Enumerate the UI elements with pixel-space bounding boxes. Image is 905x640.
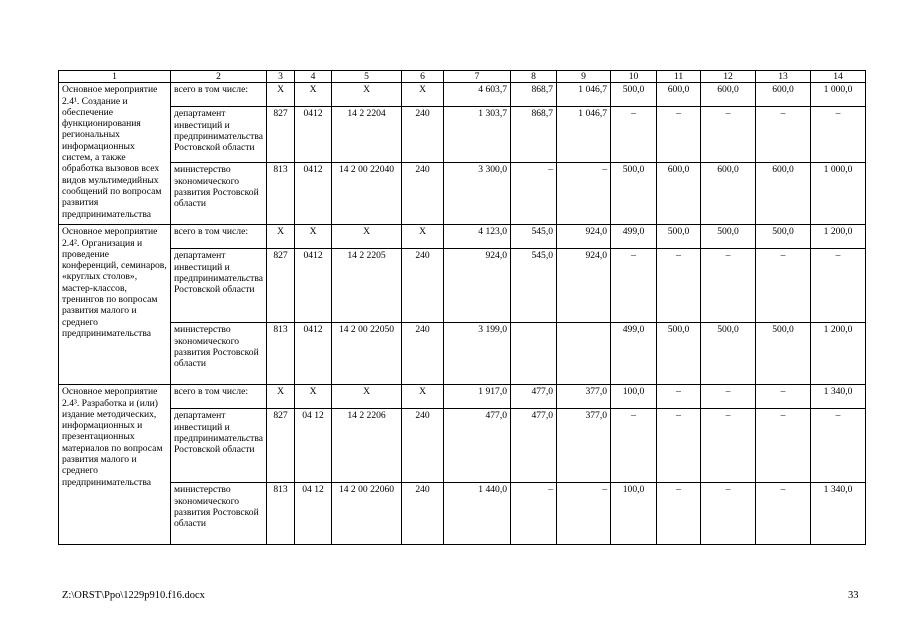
amount-cell: 924,0 — [557, 225, 611, 249]
amount-cell: – — [557, 163, 611, 225]
vr-cell: 240 — [402, 249, 444, 323]
amount-cell: 477,0 — [511, 385, 557, 409]
amount-cell: – — [611, 249, 657, 323]
amount-cell: 1 440,0 — [444, 483, 511, 545]
amount-cell: 3 300,0 — [444, 163, 511, 225]
header-cell: 5 — [332, 71, 402, 83]
amount-cell: 477,0 — [511, 409, 557, 483]
header-cell: 10 — [611, 71, 657, 83]
amount-cell: 100,0 — [611, 483, 657, 545]
amount-cell: – — [756, 385, 811, 409]
amount-cell: 1 046,7 — [557, 83, 611, 107]
amount-cell: 1 917,0 — [444, 385, 511, 409]
amount-cell: 1 200,0 — [811, 225, 866, 249]
header-cell: 11 — [657, 71, 701, 83]
vr-cell: Х — [402, 83, 444, 107]
grbs-cell: 813 — [267, 323, 295, 385]
amount-cell: 1 340,0 — [811, 385, 866, 409]
amount-cell: 100,0 — [611, 385, 657, 409]
amount-cell: – — [811, 249, 866, 323]
csr-cell: 14 2 00 22040 — [332, 163, 402, 225]
table-row — [59, 323, 866, 385]
csr-cell: Х — [332, 385, 402, 409]
rzpr-cell: 04 12 — [295, 483, 332, 545]
amount-cell: 600,0 — [756, 83, 811, 107]
header-cell: 4 — [295, 71, 332, 83]
vr-cell: 240 — [402, 483, 444, 545]
amount-cell: – — [657, 107, 701, 163]
header-cell: 9 — [557, 71, 611, 83]
amount-cell: – — [701, 483, 756, 545]
budget-table — [58, 70, 866, 545]
executor-cell: министерство экономического развития Ростовской области — [171, 323, 267, 385]
amount-cell: 1 303,7 — [444, 107, 511, 163]
rzpr-cell: Х — [295, 83, 332, 107]
event-name-cell: Основное мероприятие 2.4³. Разработка и (или) издание методических, информационных и презентационных материалов по вопросам развития малого и среднего предпринимательства — [59, 385, 171, 545]
rzpr-cell: 0412 — [295, 249, 332, 323]
page-number: 33 — [848, 590, 859, 601]
vr-cell: Х — [402, 385, 444, 409]
grbs-cell: 827 — [267, 409, 295, 483]
table-row — [59, 385, 866, 409]
amount-cell: – — [657, 249, 701, 323]
amount-cell: 924,0 — [444, 249, 511, 323]
amount-cell: – — [811, 409, 866, 483]
vr-cell: Х — [402, 225, 444, 249]
table-row — [59, 163, 866, 225]
table-row — [59, 83, 866, 107]
amount-cell: 499,0 — [611, 323, 657, 385]
amount-cell: 868,7 — [511, 83, 557, 107]
executor-cell: всего в том числе: — [171, 385, 267, 409]
csr-cell: 14 2 2204 — [332, 107, 402, 163]
vr-cell: 240 — [402, 323, 444, 385]
amount-cell: – — [811, 107, 866, 163]
table-row — [59, 483, 866, 545]
amount-cell: 545,0 — [511, 225, 557, 249]
executor-cell: всего в том числе: — [171, 225, 267, 249]
vr-cell: 240 — [402, 409, 444, 483]
amount-cell: 924,0 — [557, 249, 611, 323]
grbs-cell: Х — [267, 385, 295, 409]
table-row — [59, 409, 866, 483]
grbs-cell: 827 — [267, 249, 295, 323]
amount-cell: 500,0 — [611, 163, 657, 225]
amount-cell: 500,0 — [611, 83, 657, 107]
grbs-cell: 813 — [267, 483, 295, 545]
amount-cell: 1 200,0 — [811, 323, 866, 385]
amount-cell: 377,0 — [557, 409, 611, 483]
amount-cell: – — [701, 249, 756, 323]
vr-cell: 240 — [402, 107, 444, 163]
header-cell: 1 — [59, 71, 171, 83]
header-cell: 2 — [171, 71, 267, 83]
executor-cell: министерство экономического развития Ростовской области — [171, 163, 267, 225]
csr-cell: 14 2 00 22050 — [332, 323, 402, 385]
csr-cell: 14 2 2205 — [332, 249, 402, 323]
amount-cell: – — [701, 409, 756, 483]
amount-cell: 500,0 — [756, 323, 811, 385]
amount-cell: 4 123,0 — [444, 225, 511, 249]
amount-cell: 500,0 — [701, 323, 756, 385]
rzpr-cell: 0412 — [295, 163, 332, 225]
grbs-cell: 827 — [267, 107, 295, 163]
rzpr-cell: Х — [295, 225, 332, 249]
amount-cell: – — [701, 107, 756, 163]
amount-cell: – — [756, 483, 811, 545]
header-cell: 8 — [511, 71, 557, 83]
amount-cell: 499,0 — [611, 225, 657, 249]
amount-cell: 600,0 — [701, 163, 756, 225]
amount-cell: – — [511, 163, 557, 225]
amount-cell: 3 199,0 — [444, 323, 511, 385]
header-row — [59, 71, 866, 83]
amount-cell: 377,0 — [557, 385, 611, 409]
table-row — [59, 225, 866, 249]
grbs-cell: 813 — [267, 163, 295, 225]
amount-cell: 868,7 — [511, 107, 557, 163]
amount-cell: 500,0 — [756, 225, 811, 249]
csr-cell: Х — [332, 225, 402, 249]
table-row — [59, 249, 866, 323]
rzpr-cell: 04 12 — [295, 409, 332, 483]
amount-cell: 4 603,7 — [444, 83, 511, 107]
amount-cell: – — [756, 409, 811, 483]
amount-cell: 1 340,0 — [811, 483, 866, 545]
csr-cell: 14 2 2206 — [332, 409, 402, 483]
executor-cell: всего в том числе: — [171, 83, 267, 107]
rzpr-cell: 0412 — [295, 107, 332, 163]
amount-cell: 500,0 — [701, 225, 756, 249]
header-cell: 12 — [701, 71, 756, 83]
rzpr-cell: 0412 — [295, 323, 332, 385]
amount-cell: 545,0 — [511, 249, 557, 323]
amount-cell: 1 046,7 — [557, 107, 611, 163]
header-cell: 6 — [402, 71, 444, 83]
grbs-cell: Х — [267, 225, 295, 249]
amount-cell: – — [611, 409, 657, 483]
amount-cell: 500,0 — [657, 323, 701, 385]
amount-cell: – — [657, 483, 701, 545]
csr-cell: 14 2 00 22060 — [332, 483, 402, 545]
header-cell: 7 — [444, 71, 511, 83]
vr-cell: 240 — [402, 163, 444, 225]
executor-cell: департамент инвестиций и предпринимательства Ростовской области — [171, 249, 267, 323]
amount-cell: 600,0 — [657, 83, 701, 107]
amount-cell: – — [756, 107, 811, 163]
amount-cell: – — [657, 409, 701, 483]
grbs-cell: Х — [267, 83, 295, 107]
amount-cell: – — [701, 385, 756, 409]
amount-cell: – — [657, 385, 701, 409]
file-path: Z:\ORST\Ppo\1229p910.f16.docx — [62, 590, 205, 601]
amount-cell: 500,0 — [657, 225, 701, 249]
header-cell: 3 — [267, 71, 295, 83]
rzpr-cell: Х — [295, 385, 332, 409]
amount-cell — [557, 323, 611, 385]
table-row — [59, 107, 866, 163]
event-name-cell: Основное мероприятие 2.4². Организация и проведение конференций, семинаров, «круглых столов», мастер-классов, тренингов по вопросам развития малого и среднего предпринимательства — [59, 225, 171, 385]
event-name-cell: Основное мероприятие 2.4¹. Создание и обеспечение функционирования региональных информационных систем, а также обработка вызовов всех видов мультимедийных сообщений по вопросам развития предпринимательства — [59, 83, 171, 225]
amount-cell — [511, 323, 557, 385]
amount-cell: – — [611, 107, 657, 163]
amount-cell: 1 000,0 — [811, 83, 866, 107]
header-cell: 13 — [756, 71, 811, 83]
amount-cell: 1 000,0 — [811, 163, 866, 225]
executor-cell: министерство экономического развития Ростовской области — [171, 483, 267, 545]
executor-cell: департамент инвестиций и предпринимательства Ростовской области — [171, 409, 267, 483]
amount-cell: – — [511, 483, 557, 545]
amount-cell: – — [557, 483, 611, 545]
csr-cell: Х — [332, 83, 402, 107]
amount-cell: – — [756, 249, 811, 323]
executor-cell: департамент инвестиций и предпринимательства Ростовской области — [171, 107, 267, 163]
amount-cell: 477,0 — [444, 409, 511, 483]
amount-cell: 600,0 — [701, 83, 756, 107]
header-cell: 14 — [811, 71, 866, 83]
amount-cell: 600,0 — [756, 163, 811, 225]
amount-cell: 600,0 — [657, 163, 701, 225]
